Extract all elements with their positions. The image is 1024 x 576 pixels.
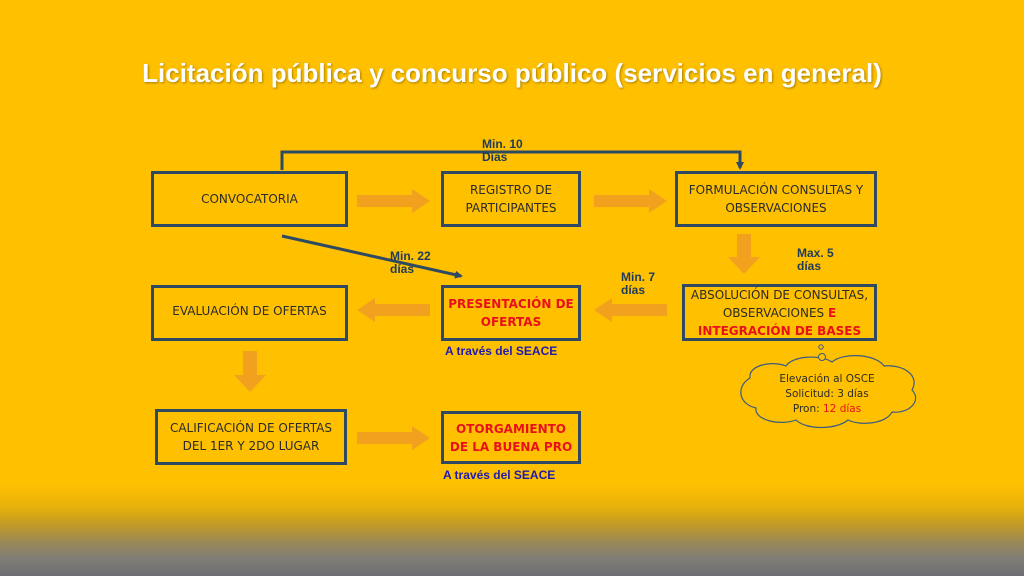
label-min10-line1: Min. 10 [482,137,523,151]
cloud-line3 [760,402,894,417]
box-absolucion-line2-highlight: E [827,305,837,320]
seace-note-presentacion: A través del SEACE [445,344,558,358]
min22-connector [282,236,461,276]
block-arrow-down [728,234,760,274]
box-formulacion-consultas [675,171,877,227]
page-title: Licitación pública y concurso público (servicios en general) [142,58,882,88]
label-max5-line2: días [797,259,822,273]
box-calificacion-line1: CALIFICACIÓN DE OFERTAS [169,421,333,435]
label-min10-line2: Días [482,150,508,164]
box-registro-line1: REGISTRO DE [469,183,553,197]
box-absolucion-line2-text: OBSERVACIONES [722,305,828,320]
label-max5 [797,247,834,273]
label-min10 [482,138,523,164]
label-min7-line2: días [621,283,646,297]
box-absolucion-consultas [682,284,877,341]
box-presentacion-line2: OFERTAS [480,315,542,329]
cloud-line3-label: Pron: [792,403,823,415]
box-otorgamiento-buena-pro [441,411,581,464]
box-convocatoria-label: CONVOCATORIA [201,192,298,206]
block-arrow-right [357,426,430,450]
box-calificacion-line2: DEL 1ER Y 2DO LUGAR [182,439,320,453]
block-arrow-left [357,298,430,322]
box-absolucion-line2 [691,304,868,322]
box-registro-line2: PARTICIPANTES [465,201,557,215]
box-presentacion-ofertas [441,285,581,341]
box-otorgamiento-line2: DE LA BUENA PRO [449,439,573,454]
cloud-line2: Solicitud: 3 días [785,388,869,400]
box-formulacion-line2: OBSERVACIONES [725,201,827,215]
box-convocatoria [151,171,348,227]
box-formulacion-line1: FORMULACIÓN CONSULTAS Y [688,183,864,197]
seace-note-otorgamiento: A través del SEACE [443,468,556,482]
block-arrow-right [357,189,430,213]
label-max5-line1: Max. 5 [797,246,834,260]
box-evaluacion-label: EVALUACIÓN DE OFERTAS [172,304,327,318]
block-arrow-left [594,298,667,322]
block-arrow-right [594,189,667,213]
label-min7-line1: Min. 7 [621,270,656,284]
label-min22-line1: Min. 22 [390,249,431,263]
box-evaluacion-ofertas [151,285,348,341]
box-presentacion-line1: PRESENTACIÓN DE [448,297,574,311]
cloud-line1: Elevación al OSCE [779,373,875,385]
cloud-callout-text [760,372,894,417]
label-min22-line2: días [390,262,415,276]
box-calificacion-ofertas [155,409,347,465]
label-min7 [621,271,655,297]
box-absolucion-line3: INTEGRACIÓN DE BASES [697,323,862,338]
box-registro-participantes [441,171,581,227]
cloud-line3-value: 12 días [823,403,862,415]
label-min22 [390,250,431,276]
box-absolucion-line1: ABSOLUCIÓN DE CONSULTAS, [690,287,869,302]
box-otorgamiento-line1: OTORGAMIENTO [456,421,566,436]
block-arrow-down [234,351,266,392]
